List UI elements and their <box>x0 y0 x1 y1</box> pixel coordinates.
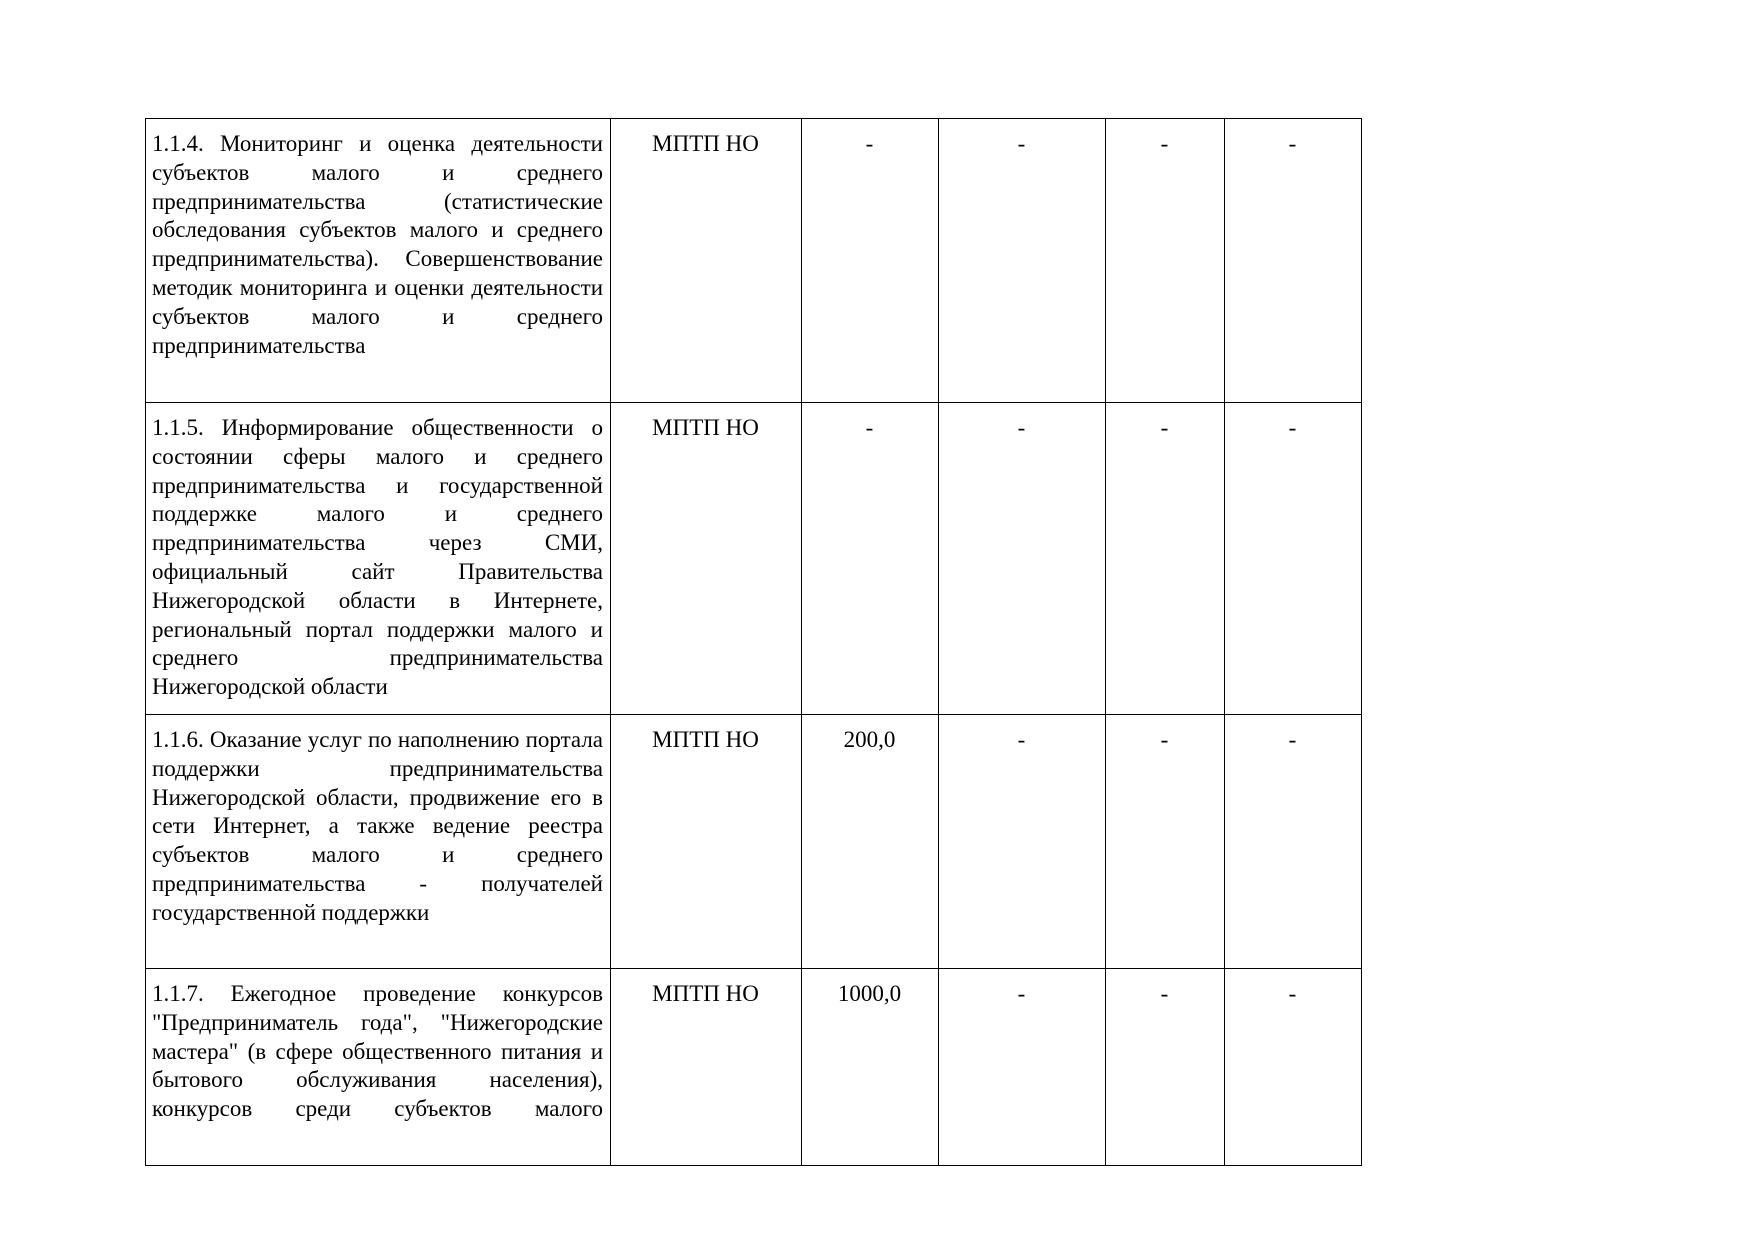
measure-description <box>146 403 611 715</box>
measure-description-text: 1.1.5. Информирование общественности о состоянии сферы малого и среднего предпринимательства и государственной поддержке малого и среднего предпринимательства через СМИ, официальный сайт Правительства Нижегородской области в Интернете, региональный портал поддержки малого и среднего предпринимательства Нижегородской области <box>152 415 603 700</box>
executor-cell: МПТП НО <box>611 403 802 715</box>
value-cell: - <box>1106 969 1225 1166</box>
value-cell: - <box>802 403 939 715</box>
measure-description <box>146 715 611 969</box>
value-cell: - <box>1106 715 1225 969</box>
value-cell: - <box>939 119 1106 403</box>
program-measures-table <box>145 118 1362 1166</box>
table-row <box>146 969 1362 1166</box>
value-cell: - <box>1225 119 1362 403</box>
executor-cell: МПТП НО <box>611 119 802 403</box>
value-cell: 1000,0 <box>802 969 939 1166</box>
value-cell: - <box>939 969 1106 1166</box>
value-cell: - <box>939 715 1106 969</box>
table-row <box>146 715 1362 969</box>
value-cell: - <box>1225 403 1362 715</box>
value-cell: - <box>1106 403 1225 715</box>
measure-description-text: 1.1.6. Оказание услуг по наполнению портала поддержки предпринимательства Нижегородской области, продвижение его в сети Интернет, а также ведение реестра субъектов малого и среднего предпринимательства - получателей государственной поддержки <box>152 727 603 925</box>
measure-description <box>146 119 611 403</box>
executor-cell: МПТП НО <box>611 969 802 1166</box>
measure-description-text: 1.1.4. Мониторинг и оценка деятельности субъектов малого и среднего предпринимательства (статистические обследования субъектов малого и среднего предпринимательства). Совершенствование методик мониторинга и оценки деятельности субъектов малого и среднего предпринимательства <box>152 131 603 358</box>
value-cell: - <box>802 119 939 403</box>
executor-cell: МПТП НО <box>611 715 802 969</box>
table-row <box>146 403 1362 715</box>
measure-description-text: 1.1.7. Ежегодное проведение конкурсов "Предприниматель года", "Нижегородские мастера" (в сфере общественного питания и бытового обслуживания населения), конкурсов среди субъектов малого <box>152 981 603 1122</box>
value-cell: - <box>1106 119 1225 403</box>
table-row <box>146 119 1362 403</box>
value-cell: - <box>939 403 1106 715</box>
value-cell: 200,0 <box>802 715 939 969</box>
measure-description <box>146 969 611 1166</box>
value-cell: - <box>1225 969 1362 1166</box>
value-cell: - <box>1225 715 1362 969</box>
